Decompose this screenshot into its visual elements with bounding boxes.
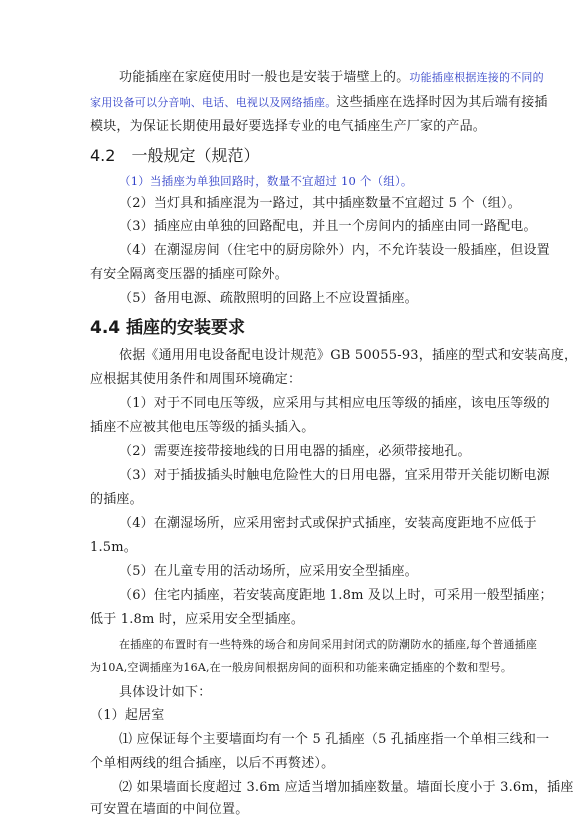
section-heading-4-2: 4.2 一般规定（规范） [90, 146, 260, 165]
body-line: 的插座。 [90, 492, 143, 507]
body-line: 插座不应被其他电压等级的插头插入。 [90, 420, 315, 435]
design-line: 具体设计如下： [119, 685, 212, 700]
design-line: 可安置在墙面的中间位置。 [90, 802, 249, 817]
rule-item-4-continued: 有安全隔离变压器的插座可除外。 [90, 267, 289, 282]
rule-item-3: （3）插座应由单独的回路配电，并且一个房间内的插座由同一路配电。 [119, 219, 537, 234]
body-line: （1）对于不同电压等级，应采用与其相应电压等级的插座，该电压等级的 [119, 396, 550, 411]
design-line: （1）起居室 [90, 708, 165, 723]
design-line: ⑴ 应保证每个主要墙面均有一个 5 孔插座（5 孔插座指一个单相三线和一 [119, 732, 550, 747]
body-line: 1.5m。 [90, 540, 138, 555]
body-line: （5）在儿童专用的活动场所，应采用安全型插座。 [119, 564, 418, 579]
rule-item-2: （2）当灯具和插座混为一路过，其中插座数量不宜超过 5 个（组）。 [119, 196, 521, 211]
intro-highlight: 家用设备可以分音响、电话、电视以及网络插座。 [90, 96, 337, 109]
design-line: ⑵ 如果墙面长度超过 3.6m 应适当增加插座数量。墙面长度小于 3.6m，插座 [119, 780, 574, 795]
body-line: （4）在潮湿场所，应采用密封式或保护式插座，安装高度距地不应低于 [119, 516, 537, 531]
intro-line-1 [119, 69, 544, 87]
rule-item-4: （4）在潮湿房间（住宅中的厨房除外）内，不允许装设一般插座，但设置 [119, 243, 550, 258]
design-line: 个单相两线的组合插座，以后不再赘述）。 [90, 756, 335, 771]
section-heading-4-4: 4.4 插座的安装要求 [90, 318, 246, 338]
intro-text: 功能插座在家庭使用时一般也是安装于墙壁上的。 [119, 70, 410, 85]
rule-item-5: （5）备用电源、疏散照明的回路上不应设置插座。 [119, 291, 418, 306]
rule-item-1: （1）当插座为单独回路时，数量不宜超过 10 个（组）。 [119, 174, 413, 188]
body-line: 低于 1.8m 时，应采用安全型插座。 [90, 612, 305, 627]
intro-line-2 [90, 94, 548, 112]
body-line: （3）对于插拔插头时触电危险性大的日用电器，宜采用带开关能切断电源 [119, 468, 550, 483]
intro-line-3: 模块，为保证长期使用最好要选择专业的电气插座生产厂家的产品。 [90, 119, 487, 134]
body-line: 依据《通用用电设备配电设计规范》GB 50055-93，插座的型式和安装高度， [119, 348, 578, 363]
intro-highlight: 功能插座根据连接的不同的 [409, 71, 544, 84]
body-line: （6）住宅内插座，若安装高度距地 1.8m 及以上时，可采用一般型插座； [119, 588, 553, 603]
note-line: 在插座的布置时有一些特殊的场合和房间采用封闭式的防潮防水的插座,每个普通插座 [119, 638, 538, 651]
body-line: （2）需要连接带接地线的日用电器的插座，必须带接地孔。 [119, 444, 471, 459]
intro-text: 这些插座在选择时因为其后端有接插 [336, 95, 548, 110]
body-line: 应根据其使用条件和周围环境确定： [90, 372, 302, 387]
note-line: 为10A,空调插座为16A,在一般房间根据房间的面积和功能来确定插座的个数和型号。 [90, 661, 513, 674]
